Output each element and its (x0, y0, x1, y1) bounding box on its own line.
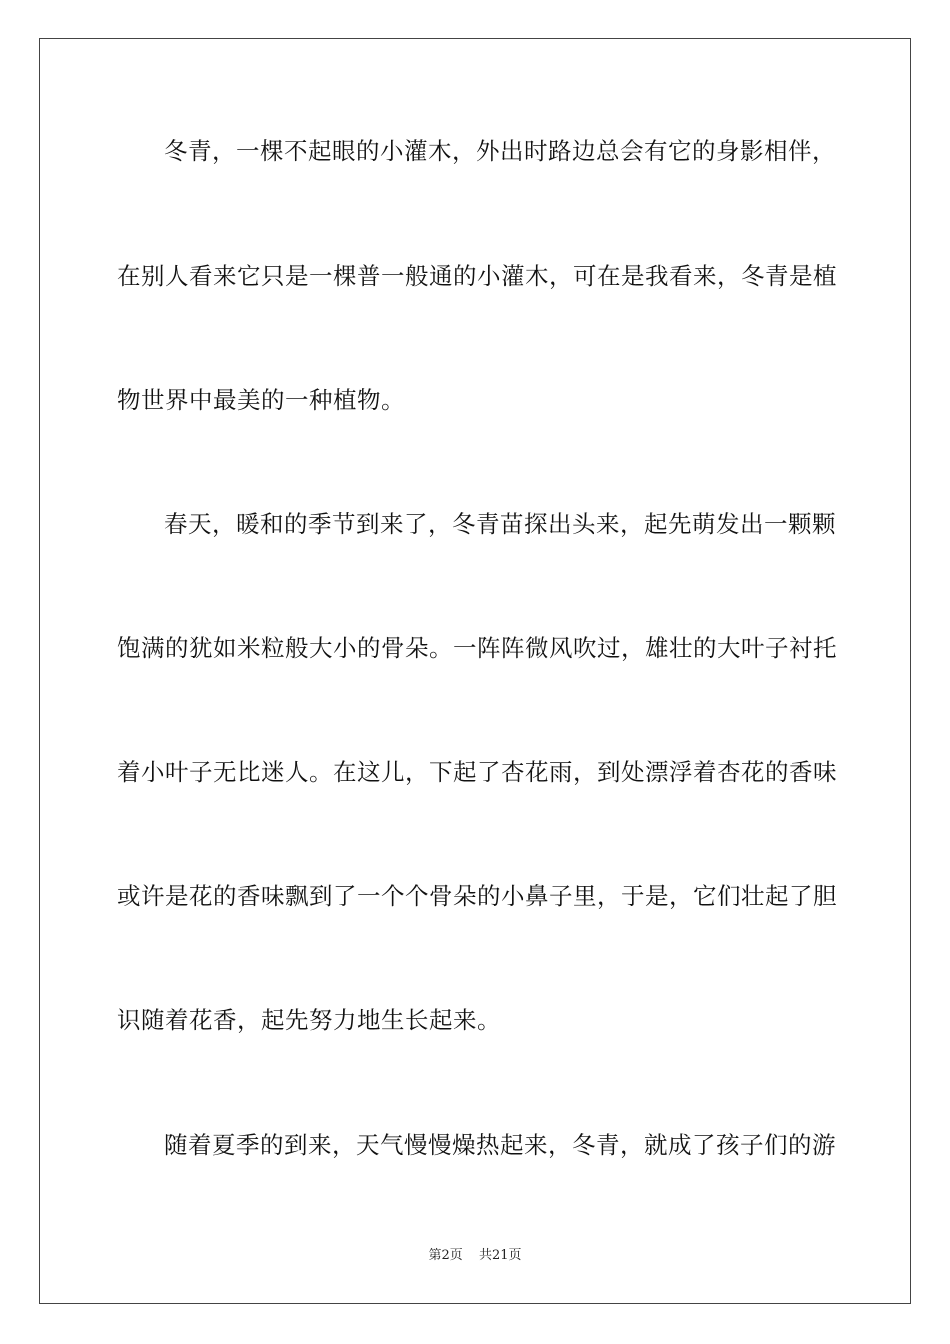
paragraph-line: 春天，暖和的季节到来了，冬青苗探出头来，起先萌发出一颗颗 (164, 510, 836, 538)
page-number: 第2页 (428, 1248, 463, 1263)
paragraph-line: 物世界中最美的一种植物。 (117, 386, 405, 414)
page-footer (0, 1247, 950, 1265)
page-frame (39, 38, 911, 1304)
paragraph-line: 冬青，一棵不起眼的小灌木，外出时路边总会有它的身影相伴， (164, 137, 836, 165)
paragraph-line: 识随着花香，起先努力地生长起来。 (117, 1006, 501, 1034)
paragraph-line: 或许是花的香味飘到了一个个骨朵的小鼻子里，于是，它们壮起了胆 (117, 882, 837, 910)
page-total: 共21页 (478, 1248, 522, 1263)
paragraph-line: 在别人看来它只是一棵普一般通的小灌木，可在是我看来，冬青是植 (117, 262, 837, 290)
paragraph-line: 随着夏季的到来，天气慢慢燥热起来，冬青，就成了孩子们的游 (164, 1131, 836, 1159)
paragraph-line: 饱满的犹如米粒般大小的骨朵。一阵阵微风吹过，雄壮的大叶子衬托 (117, 634, 837, 662)
paragraph-line: 着小叶子无比迷人。在这儿，下起了杏花雨，到处漂浮着杏花的香味 (117, 758, 837, 786)
